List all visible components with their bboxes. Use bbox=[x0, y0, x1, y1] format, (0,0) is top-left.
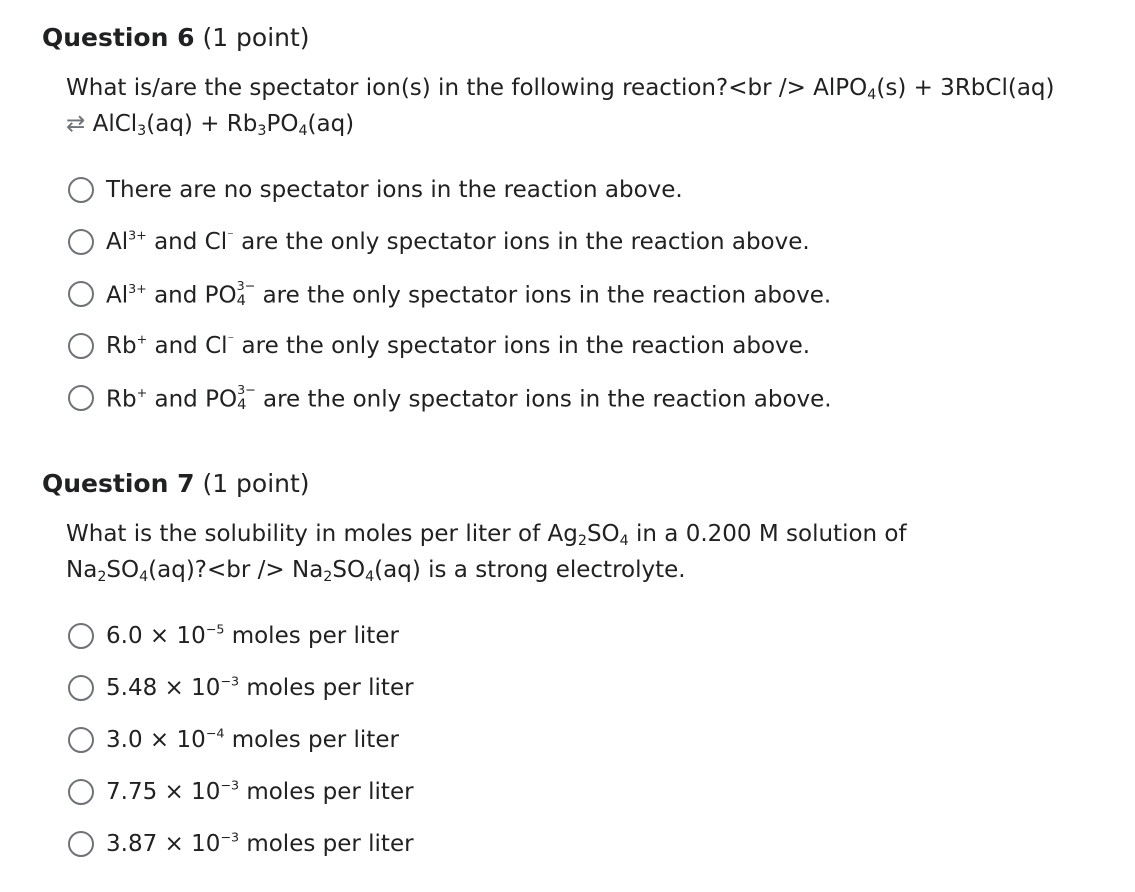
charge-superscript: + bbox=[136, 331, 148, 347]
prompt-text: (aq)?<br /> Na bbox=[148, 557, 324, 583]
answer-options bbox=[68, 164, 1102, 424]
option-label bbox=[106, 831, 414, 857]
prompt-text: What is/are the spectator ion(s) in the following reaction?<br /> AlPO bbox=[66, 75, 868, 101]
sub-superscript bbox=[237, 383, 256, 413]
subscript: 3 bbox=[137, 122, 147, 139]
prompt-text: SO bbox=[586, 521, 620, 547]
answer-option-5[interactable] bbox=[68, 372, 1102, 424]
value-base: 6.0 × 10 bbox=[106, 623, 206, 649]
prompt-text: (aq) is a strong electrolyte. bbox=[374, 557, 686, 583]
prompt-text: AlCl bbox=[85, 111, 138, 137]
prompt-text: (aq) + Rb bbox=[146, 111, 258, 137]
question-title: Question 7 bbox=[42, 469, 195, 498]
value-base: 3.87 × 10 bbox=[106, 831, 221, 857]
charge-superscript: ⁻ bbox=[227, 227, 234, 243]
subscript: 2 bbox=[323, 568, 333, 585]
ion-text: and Cl bbox=[146, 229, 228, 255]
question-6 bbox=[42, 22, 1102, 424]
question-header bbox=[42, 22, 1102, 54]
radio-button-icon[interactable] bbox=[68, 675, 94, 701]
option-label bbox=[106, 779, 414, 805]
prompt-line-1 bbox=[66, 70, 1102, 106]
radio-button-icon[interactable] bbox=[68, 333, 94, 359]
radio-button-icon[interactable] bbox=[68, 727, 94, 753]
prompt-text: SO bbox=[106, 557, 140, 583]
option-label: There are no spectator ions in the reaction above. bbox=[106, 177, 683, 203]
prompt-line-2 bbox=[66, 552, 1102, 588]
ion-text: and PO bbox=[146, 282, 237, 309]
exponent: −3 bbox=[220, 673, 240, 689]
option-label bbox=[106, 623, 399, 649]
subscript: 4 bbox=[365, 568, 375, 585]
answer-options bbox=[68, 610, 1102, 870]
charge-superscript: 3+ bbox=[128, 281, 147, 297]
prompt-text: in a 0.200 M solution of bbox=[628, 521, 907, 547]
option-text: are the only spectator ions in the reaction above. bbox=[234, 333, 811, 359]
question-7 bbox=[42, 468, 1102, 870]
prompt-text: PO bbox=[266, 111, 299, 137]
ion-text: and PO bbox=[147, 386, 238, 413]
value-unit: moles per liter bbox=[224, 727, 399, 753]
radio-button-icon[interactable] bbox=[68, 229, 94, 255]
option-text: are the only spectator ions in the reaction above. bbox=[255, 282, 832, 309]
radio-button-icon[interactable] bbox=[68, 177, 94, 203]
subscript: 4 bbox=[236, 292, 246, 309]
ion-text: Rb bbox=[106, 386, 137, 413]
charge-superscript: ⁻ bbox=[227, 331, 235, 347]
option-label bbox=[106, 229, 810, 255]
answer-option-1[interactable] bbox=[68, 610, 1102, 662]
question-prompt bbox=[66, 516, 1102, 588]
equilibrium-arrow-icon: ⇄ bbox=[66, 111, 86, 137]
value-base: 7.75 × 10 bbox=[106, 779, 221, 805]
question-points: (1 point) bbox=[202, 23, 310, 52]
prompt-text: SO bbox=[332, 557, 366, 583]
question-title: Question 6 bbox=[42, 23, 195, 52]
value-unit: moles per liter bbox=[239, 779, 414, 805]
subscript: 2 bbox=[97, 568, 107, 585]
subscript: 4 bbox=[867, 86, 877, 103]
charge-superscript: + bbox=[136, 385, 148, 401]
answer-option-2[interactable] bbox=[68, 662, 1102, 714]
answer-option-3[interactable] bbox=[68, 714, 1102, 766]
answer-option-2[interactable] bbox=[68, 216, 1102, 268]
answer-option-4[interactable] bbox=[68, 320, 1102, 372]
ion-text: Rb bbox=[106, 333, 137, 359]
subscript: 4 bbox=[139, 568, 149, 585]
option-label bbox=[106, 333, 810, 359]
charge-superscript: 3− bbox=[236, 278, 256, 294]
subscript: 2 bbox=[577, 532, 587, 549]
radio-button-icon[interactable] bbox=[68, 831, 94, 857]
subscript: 4 bbox=[619, 532, 629, 549]
answer-option-4[interactable] bbox=[68, 766, 1102, 818]
radio-button-icon[interactable] bbox=[68, 281, 94, 307]
answer-option-3[interactable] bbox=[68, 268, 1102, 320]
answer-option-1[interactable] bbox=[68, 164, 1102, 216]
exponent: −5 bbox=[205, 621, 225, 637]
value-unit: moles per liter bbox=[239, 831, 414, 857]
question-prompt bbox=[66, 70, 1102, 142]
subscript: 4 bbox=[298, 122, 308, 139]
value-unit: moles per liter bbox=[224, 623, 399, 649]
value-base: 3.0 × 10 bbox=[106, 727, 206, 753]
answer-option-5[interactable] bbox=[68, 818, 1102, 870]
exponent: −3 bbox=[220, 829, 240, 845]
value-unit: moles per liter bbox=[239, 675, 414, 701]
option-text: are the only spectator ions in the reaction above. bbox=[233, 229, 810, 255]
radio-button-icon[interactable] bbox=[68, 779, 94, 805]
subscript: 3 bbox=[257, 122, 267, 139]
radio-button-icon[interactable] bbox=[68, 623, 94, 649]
ion-text: Al bbox=[106, 229, 129, 255]
ion-text: and Cl bbox=[147, 333, 228, 359]
prompt-line-2 bbox=[66, 106, 1102, 142]
prompt-text: What is the solubility in moles per liter of Ag bbox=[66, 521, 578, 547]
value-base: 5.48 × 10 bbox=[106, 675, 221, 701]
option-label bbox=[106, 383, 832, 413]
option-label bbox=[106, 727, 399, 753]
charge-superscript: 3− bbox=[237, 382, 256, 398]
subscript: 4 bbox=[237, 396, 247, 413]
sub-superscript bbox=[237, 279, 256, 309]
prompt-text: Na bbox=[66, 557, 98, 583]
question-header bbox=[42, 468, 1102, 500]
prompt-text: (s) + 3RbCl(aq) bbox=[876, 75, 1055, 101]
radio-button-icon[interactable] bbox=[68, 385, 94, 411]
ion-text: Al bbox=[106, 282, 129, 309]
charge-superscript: 3+ bbox=[128, 227, 147, 243]
prompt-text: (aq) bbox=[307, 111, 355, 137]
prompt-line-1 bbox=[66, 516, 1102, 552]
option-text: are the only spectator ions in the reaction above. bbox=[255, 386, 832, 413]
option-label bbox=[106, 279, 831, 309]
exponent: −4 bbox=[205, 725, 225, 741]
exponent: −3 bbox=[220, 777, 240, 793]
option-label bbox=[106, 675, 414, 701]
question-points: (1 point) bbox=[202, 469, 310, 498]
